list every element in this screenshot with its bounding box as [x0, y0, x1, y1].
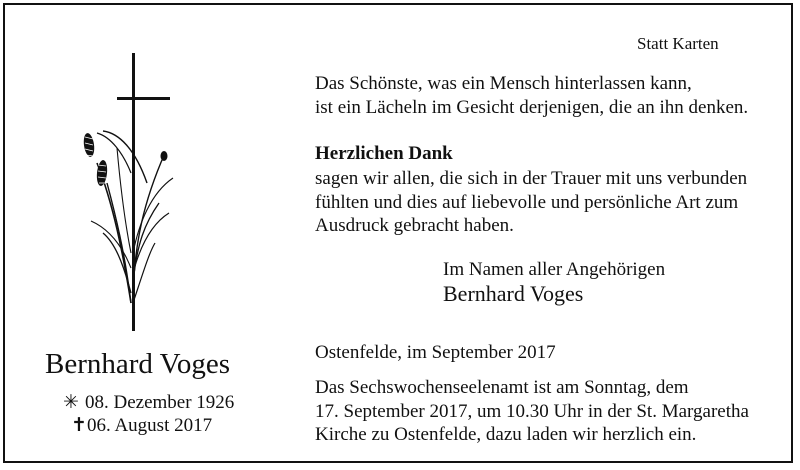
service-text: [315, 376, 749, 447]
place-date: Ostenfelde, im September 2017: [315, 342, 556, 363]
death-date-text: 06. August 2017: [87, 415, 213, 436]
thanks-line: fühlten und dies auf liebevolle und persönliche Art zum: [315, 191, 739, 213]
quote-line: ist ein Lächeln im Gesicht derjenigen, die an ihn denken.: [315, 97, 749, 118]
birth-date-text: 08. Dezember 1926: [85, 392, 235, 413]
quote-text: [315, 72, 748, 120]
birth-date: [60, 392, 234, 414]
death-cross-icon: ✝: [71, 415, 87, 436]
service-line: Kirche zu Ostenfelde, dazu laden wir herzlich ein.: [315, 424, 697, 445]
thanks-text: [315, 167, 747, 238]
thanks-line: sagen wir allen, die sich in der Trauer mit uns verbunden: [315, 168, 748, 189]
cross-with-wheat-icon: [73, 53, 183, 333]
deceased-name: Bernhard Voges: [45, 348, 230, 380]
death-date: [71, 415, 212, 437]
signature-intro: Im Namen aller Angehörigen: [443, 259, 666, 280]
service-line: Das Sechswochenseelenamt ist am Sonntag, dem: [315, 377, 689, 398]
statt-karten-label: Statt Karten: [637, 34, 719, 53]
signature-name: Bernhard Voges: [443, 281, 584, 306]
quote-line: Das Schönste, was ein Mensch hinterlassen kann,: [315, 73, 692, 94]
thanks-line: Ausdruck gebracht haben.: [315, 215, 514, 236]
service-line: 17. September 2017, um 10.30 Uhr in der St. Margaretha: [315, 400, 749, 422]
obituary-card: [3, 3, 793, 463]
thanks-heading: Herzlichen Dank: [315, 143, 453, 164]
birth-star-icon: ✳: [63, 392, 79, 413]
